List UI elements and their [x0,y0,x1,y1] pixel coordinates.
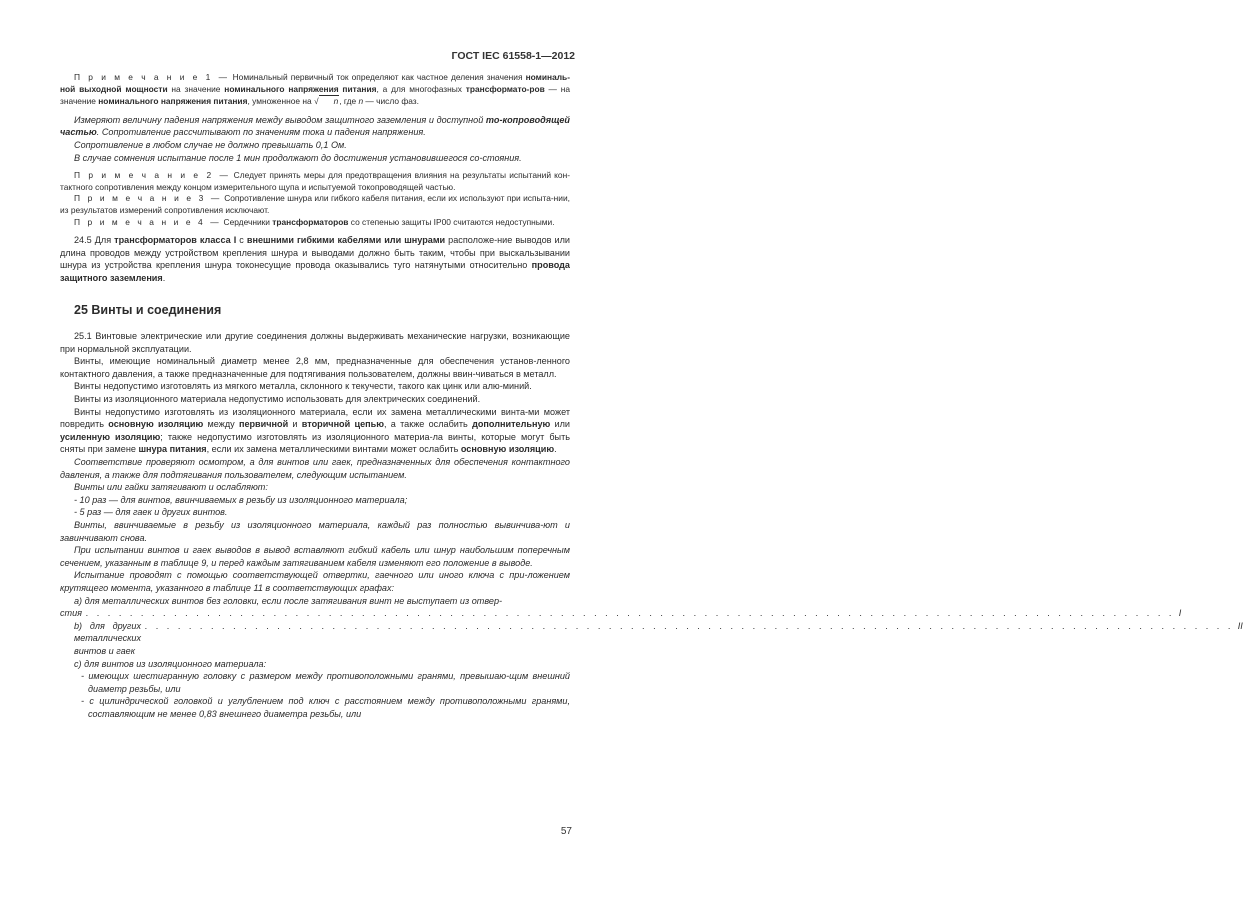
item-a-line1: а) для металлических винтов без головки, если после затягивания винт не выступает из отвер- [74,595,503,606]
screw-diameter-paragraph: Винты, имеющие номинальный диаметр менее 2,8 мм, предназначенные для обеспечения установ-ленного контактного давления, а также предназначенные для подтягивания пользователем, должны ввин-чиваться в металл. [60,356,570,379]
list-item: - с цилиндрической головкой и углублением под ключ с расстоянием между противоположными гранями, составляющим не менее 0,83 внешнего диаметра резьбы, или [81,696,570,719]
unscrew-paragraph: Винты, ввинчиваемые в резьбу из изоляционного материала, каждый раз полностью вывинчива-ют и завинчивают снова. [60,520,570,543]
document-id-header: ГОСТ IEC 61558-1—2012 [451,50,575,62]
item-a-line2: стия . . . . . . . . . . . . . . . . . . . . . . . . . . . . . . . . . . . . . . . . . . . . . . . . . . . . . . . . . . . . . . . . . . . . . . . . . . . . . . . . . . . . . . . . . . . . . . . . . . . I [60,607,570,620]
item-b-column: II [1237,620,1243,631]
resistance-limit: Сопротивление в любом случае не должно превышать 0,1 Ом. [74,139,347,150]
clause-24-5: 24.5 Для трансформаторов класса I с внешними гибкими кабелями или шнурами расположе-ние выводов или длина проводов между устройством крепления шнура и выводами должно быть таким, чтобы при выскальзывании шнура из устройства крепления шнура токонесущие провода оказывались туго натянутыми относительно провода защитного заземления. [60,235,570,283]
note-2: П р и м е ч а н и е 2 — Следует принять меры для предотвращения влияния на результаты испытаний кон-тактного сопротивления между концом измерительного щупа и испытуемой токопроводящей частью. [60,170,571,192]
section-25-heading: 25 Винты и соединения [74,302,222,317]
soft-metal-paragraph: Винты недопустимо изготовлять из мягкого металла, склонного к текучести, такого как цинк или алю-миний. [74,381,532,392]
note-1-label: П р и м е ч а н и е 1 — [74,72,230,82]
note-1: П р и м е ч а н и е 1 — Номинальный первичный ток определяют как частное деления значения номиналь-ной выходной мощности на значение номинального напряжения питания, а для многофазных трансформато-ров — на значение номинального напряжения питания, умноженное на √ n, где n — число фаз. [60,72,571,107]
page-content [60,72,1243,721]
insulating-screws-paragraph: Винты из изоляционного материала недопустимо использовать для электрических соединений. [74,394,481,405]
dot-leader: . . . . . . . . . . . . . . . . . . . . . . . . . . . . . . . . . . . . . . . . . . . . . . . . . . . . . . . . . . . . . . . . . . . . . . . . . . . . . . . . . . . . . . . . . . . . . . . . . . . [145,620,1234,631]
doubt-paragraph: В случае сомнения испытание после 1 мин продолжают до достижения установившегося со-стояния. [74,152,522,163]
terminal-test-paragraph: При испытании винтов и гаек выводов в вывод вставляют гибкий кабель или шнур наибольшим поперечным сечением, указанным в таблице 9, и перед каждым затягиванием кабеля изменяют его положение в выводе. [60,545,570,568]
replacement-paragraph: Винты недопустимо изготовлять из изоляционного материала, если их замена металлическими винта-ми может повредить основную изоляцию между первичной и вторичной цепью, а также ослабить дополнительную или усиленную изоляцию; также недопустимо изготовлять из изоляционного материа-ла винты, которые могут быть сняты при замене шнура питания, если их замена металлическими винтами может ослабить основную изоляцию. [60,406,571,455]
sqrt-radicand: n [319,95,340,107]
page-number: 57 [560,826,572,837]
compliance-check: Соответствие проверяют осмотром, а для винтов или гаек, предназначенных для обеспечения контактного давления, а также для подтягивания пользователем, следующим испытанием. [60,457,570,480]
note-3: П р и м е ч а н и е 3 — Сопротивление шнура или гибкого кабеля питания, если их используют при испыта-нии, из результатов измерений сопротивления исключают. [60,193,570,215]
clause-25-1: 25.1 Винтовые электрические или другие соединения должны выдерживать механические нагрузки, возникающие при нормальной эксплуатации. [60,331,570,354]
item-b: b) для других металлических винтов и гаек . . . . . . . . . . . . . . . . . . . . . . . . . . . . . . . . . . . . . . . . . . . . . . . . . . . . . . . . . . . . . . . . . . . . . . . . . . . . . . . . . . . . . . . . . . . . . . . . . . . II [60,620,570,658]
tighten-loosen: Винты или гайки затягивают и ослабляют: [74,482,268,493]
list-item: - 5 раз — для гаек и других винтов. [74,507,228,518]
dot-leader: . . . . . . . . . . . . . . . . . . . . . . . . . . . . . . . . . . . . . . . . . . . . . . . . . . . . . . . . . . . . . . . . . . . . . . . . . . . . . . . . . . . . . . . . . . . . . . . . . . . [86,608,1175,619]
item-c: с) для винтов из изоляционного материала: [74,658,267,669]
sqrt-symbol: √ [313,96,319,107]
item-a-column: I [1178,608,1182,619]
list-item: - 10 раз — для винтов, ввинчиваемых в резьбу из изоляционного материала; [74,494,408,505]
torque-test-paragraph: Испытание проводят с помощью соответствующей отвертки, гаечного или иного ключа с при-ложением крутящего момента, указанного в таблице 11 в соответствующих графах: [60,570,570,593]
list-item: - имеющих шестигранную головку с размером между противоположными гранями, превышаю-щим внешний диаметр резьбы, или [81,671,570,694]
measure-paragraph: Измеряют величину падения напряжения между выводом защитного заземления и доступной то-копроводящей частью. Сопротивление рассчитывают по значениям тока и падения напряжения. [60,114,570,138]
note-4: П р и м е ч а н и е 4 — Сердечники трансформаторов со степенью защиты IP00 считаются недоступными. [74,216,555,227]
